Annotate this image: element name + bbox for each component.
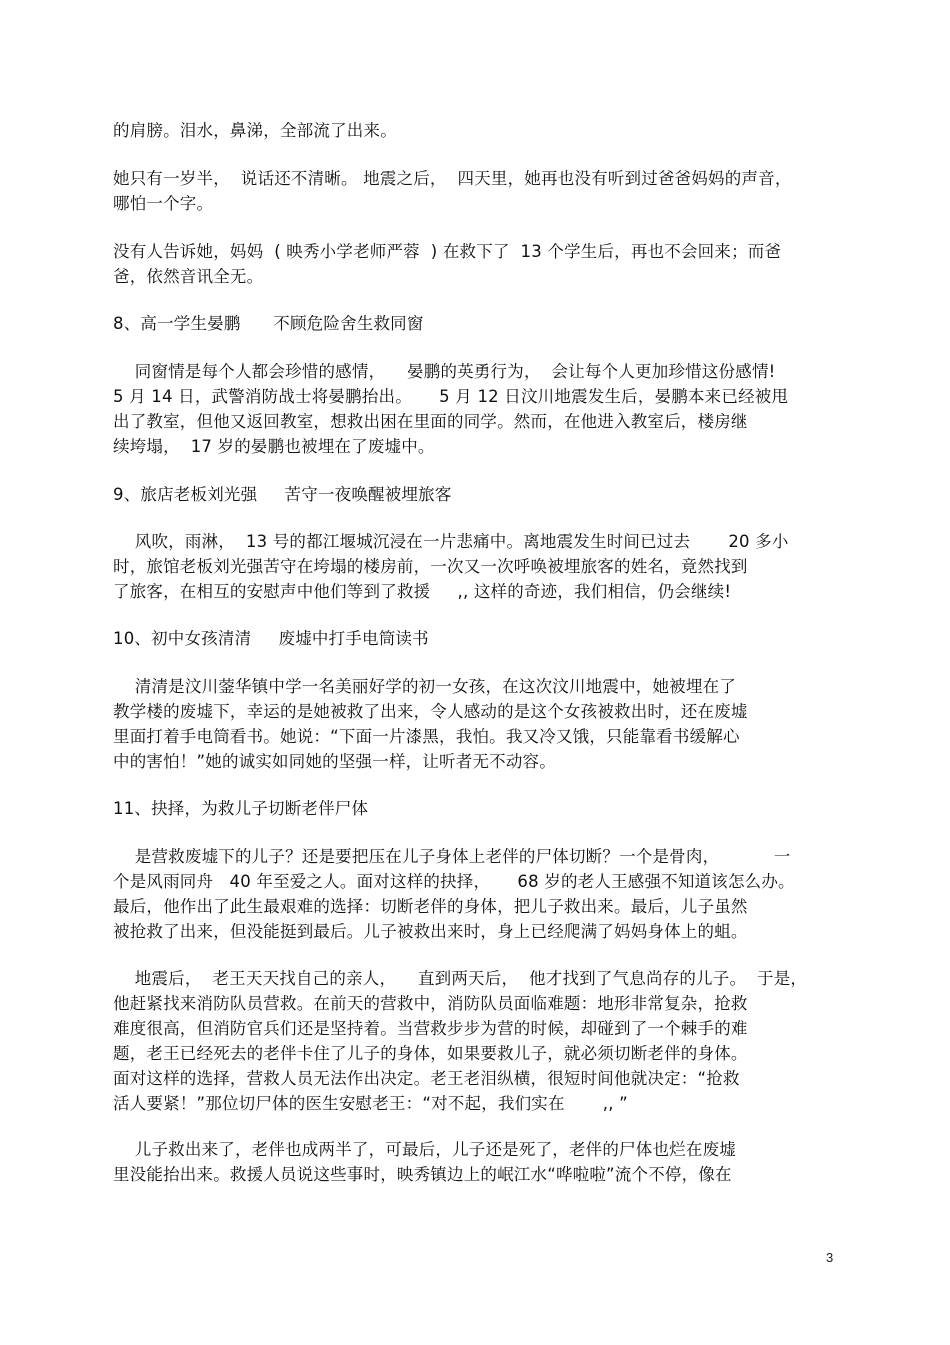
- page-number: 3: [826, 1250, 834, 1265]
- text-line: 是营救废墟下的儿子？还是要把压在儿子身体上老伴的尸体切断？一个是骨肉， 一: [113, 847, 791, 866]
- section-heading: 9、旅店老板刘光强 苦守一夜唤醒被埋旅客: [113, 485, 452, 504]
- text-line: 地震后， 老王天天找自己的亲人， 直到两天后， 他才找到了气息尚存的儿子。 于是，: [113, 969, 808, 988]
- section-heading: 8、高一学生晏鹏 不顾危险舍生救同窗: [113, 314, 424, 333]
- text-line: 5 月 14 日，武警消防战士将晏鹏抬出。 5 月 12 日汶川地震发生后，晏鹏本来已经被甩: [113, 387, 789, 406]
- text-line: 题，老王已经死去的老伴卡住了儿子的身体，如果要救儿子，就必须切断老伴的身体。: [113, 1044, 748, 1063]
- text-line: 清清是汶川蓥华镇中学一名美丽好学的初一女孩，在这次汶川地震中，她被埋在了: [113, 677, 736, 696]
- text-line: 里没能抬出来。救援人员说这些事时，映秀镇边上的岷江水“哗啦啦”流个不停，像在: [113, 1165, 732, 1184]
- text-line: 同窗情是每个人都会珍惜的感情， 晏鹏的英勇行为， 会让每个人更加珍惜这份感情!: [113, 362, 776, 381]
- text-line: 儿子救出来了，老伴也成两半了，可最后，儿子还是死了，老伴的尸体也烂在废墟: [113, 1140, 736, 1159]
- text-line: 中的害怕！”她的诚实如同她的坚强一样，让听者无不动容。: [113, 752, 556, 771]
- text-line: 他赶紧找来消防队员营救。在前天的营救中，消防队员面临难题：地形非常复杂，抢救: [113, 994, 748, 1013]
- text-line: 出了教室，但他又返回教室，想救出困在里面的同学。然而，在他进入教室后，楼房继: [113, 412, 748, 431]
- text-line: 难度很高，但消防官兵们还是坚持着。当营救步步为营的时候，却碰到了一个棘手的难: [113, 1019, 748, 1038]
- text-line: 个是风雨同舟 40 年至爱之人。面对这样的抉择， 68 岁的老人王感强不知道该怎么办。: [113, 872, 795, 891]
- section-heading: 11、抉择，为救儿子切断老伴尸体: [113, 799, 369, 818]
- text-line: 了旅客，在相互的安慰声中他们等到了救援 ,, 这样的奇迹，我们相信，仍会继续!: [113, 582, 732, 601]
- text-line: 的肩膀。泪水，鼻涕，全部流了出来。: [113, 121, 397, 140]
- text-line: 续垮塌， 17 岁的晏鹏也被埋在了废墟中。: [113, 437, 435, 456]
- text-line: 活人要紧！”那位切尸体的医生安慰老王：“对不起，我们实在 ,, ”: [113, 1094, 628, 1113]
- text-line: 教学楼的废墟下，幸运的是她被救了出来，令人感动的是这个女孩被救出时，还在废墟: [113, 702, 748, 721]
- text-line: 最后，他作出了此生最艰难的选择：切断老伴的身体，把儿子救出来。最后，儿子虽然: [113, 897, 748, 916]
- text-line: 她只有一岁半， 说话还不清晰。 地震之后， 四天里，她再也没有听到过爸爸妈妈的声音，: [113, 169, 792, 188]
- text-line: 哪怕一个字。: [113, 194, 214, 213]
- text-line: 面对这样的选择，营救人员无法作出决定。老王老泪纵横，很短时间他就决定：“抢救: [113, 1069, 740, 1088]
- text-line: 风吹，雨淋， 13 号的都江堰城沉浸在一片悲痛中。离地震发生时间已过去 20 多小: [113, 532, 789, 551]
- text-line: 被抢救了出来，但没能挺到最后。儿子被救出来时，身上已经爬满了妈妈身体上的蛆。: [113, 922, 748, 941]
- text-line: 没有人告诉她，妈妈 ( 映秀小学老师严蓉 ) 在救下了 13 个学生后，再也不会回来；而爸: [113, 242, 782, 261]
- section-heading: 10、初中女孩清清 废墟中打手电筒读书: [113, 629, 429, 648]
- text-line: 时，旅馆老板刘光强苦守在垮塌的楼房前，一次又一次呼唤被埋旅客的姓名，竟然找到: [113, 557, 748, 576]
- text-line: 爸，依然音讯全无。: [113, 267, 264, 286]
- text-line: 里面打着手电筒看书。她说：“下面一片漆黑，我怕。我又冷又饿，只能靠看书缓解心: [113, 727, 740, 746]
